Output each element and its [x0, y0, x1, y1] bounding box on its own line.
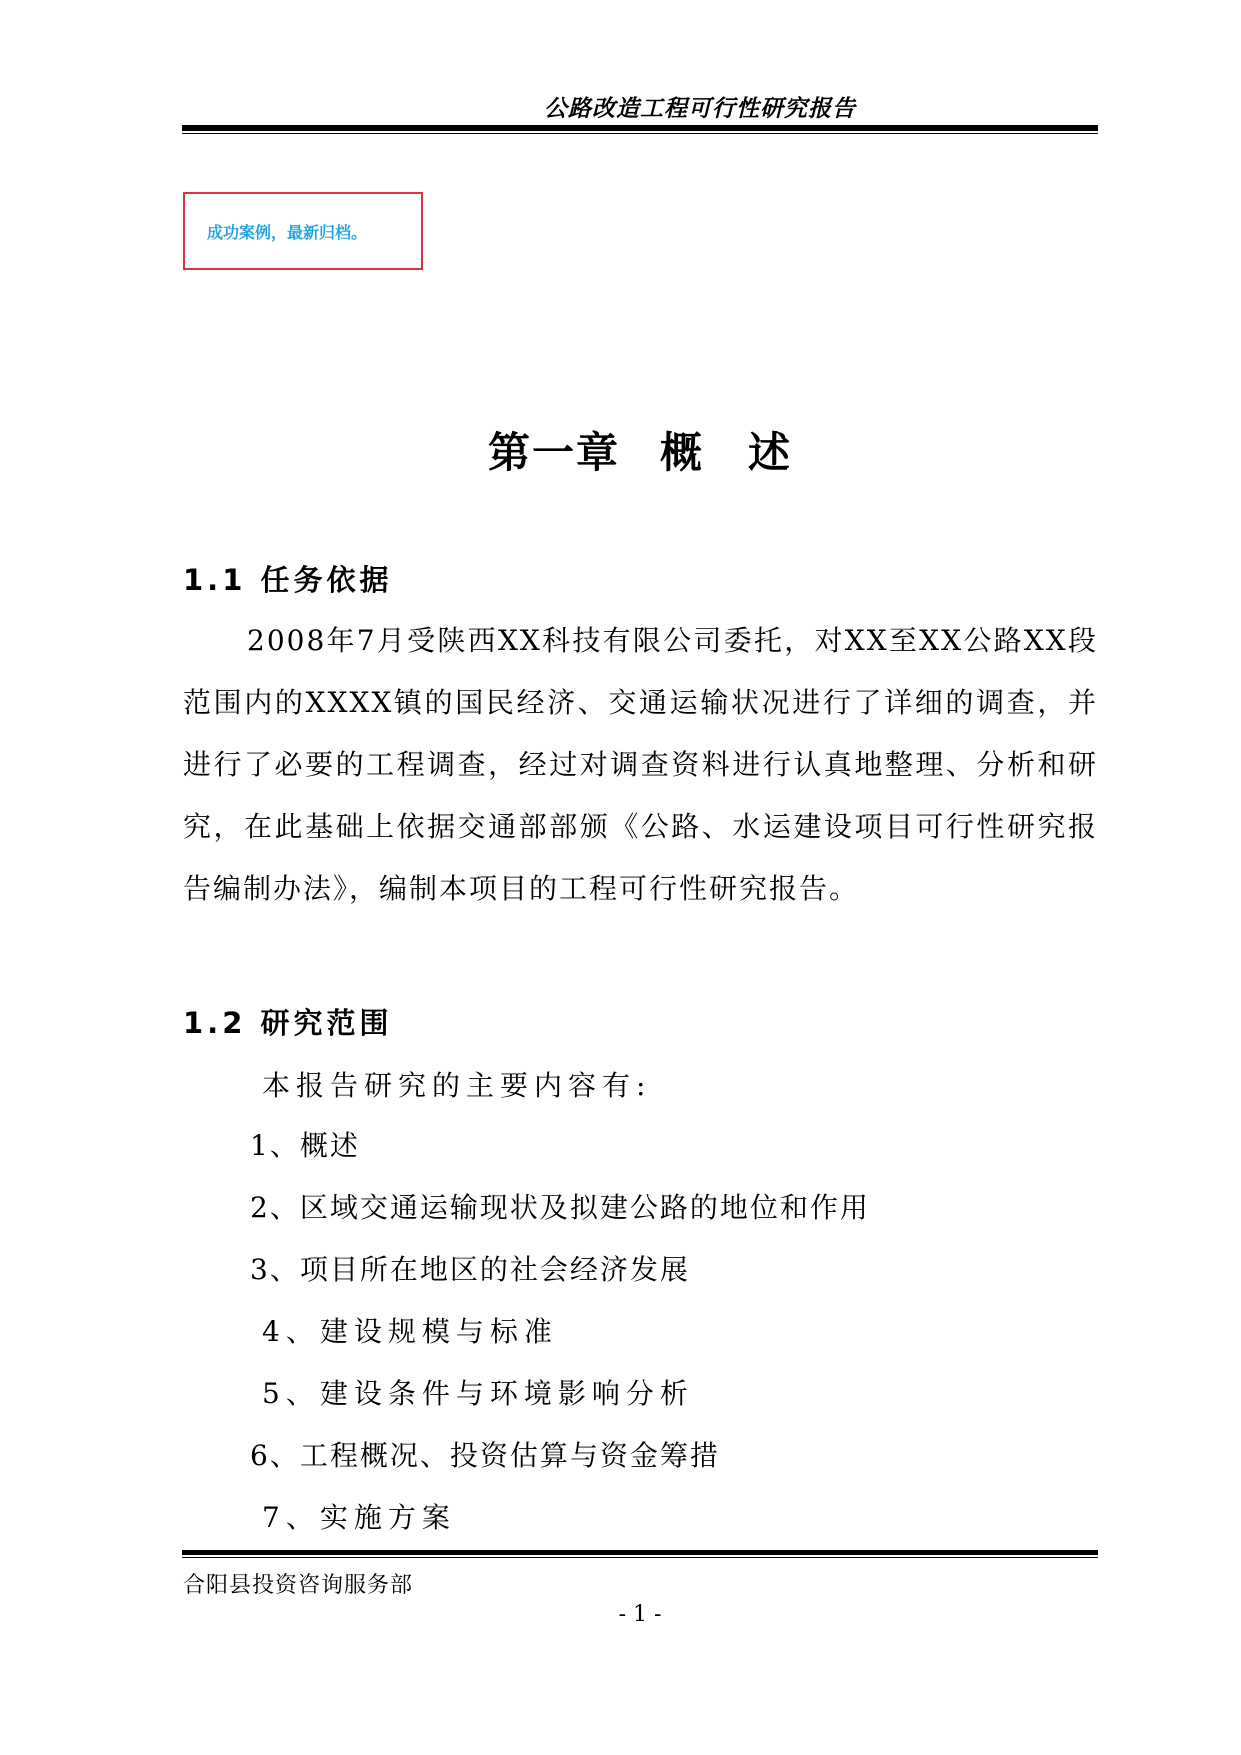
- footer-rule-thick: [182, 1550, 1098, 1555]
- list-item: 3、项目所在地区的社会经济发展: [250, 1253, 690, 1286]
- chapter-title: [300, 420, 980, 480]
- footer-rule-thin: [182, 1557, 1098, 1558]
- chapter-number: 第一章: [487, 428, 620, 477]
- list-item: 1、概述: [250, 1129, 360, 1162]
- list-item: 6、工程概况、投资估算与资金筹措: [250, 1439, 720, 1472]
- section-1-1-paragraph: 2008年7月受陕西XX科技有限公司委托，对XX至XX公路XX段范围内的XXXX镇的国民经济、交通运输状况进行了详细的调查，并进行了必要的工程调查，经过对调查资料进行认真地整理、分析和研究，在此基础上依据交通部部颁《公路、水运建设项目可行性研究报告编制办法》，编制本项目的工程可行性研究报告。: [183, 624, 1098, 905]
- section-heading-1-1: 1.1 任务依据: [183, 563, 393, 597]
- list-item: 7、实施方案: [262, 1501, 456, 1534]
- header-rule-thick: [182, 125, 1098, 131]
- list-item: 2、区域交通运输现状及拟建公路的地位和作用: [250, 1191, 870, 1224]
- section-1-2-intro: 本报告研究的主要内容有:: [262, 1069, 652, 1102]
- chapter-name: 概 述: [660, 428, 793, 477]
- archive-notice-box: [183, 192, 423, 270]
- page-header-title: 公路改造工程可行性研究报告: [544, 96, 856, 122]
- page-number: - 1 -: [618, 1602, 662, 1627]
- footer-organization: 合阳县投资咨询服务部: [183, 1573, 414, 1598]
- archive-notice-text: 成功案例，最新归档。: [207, 222, 368, 242]
- header-rule-thin: [182, 133, 1098, 134]
- section-heading-1-2: 1.2 研究范围: [183, 1006, 393, 1040]
- list-item: 4、建设规模与标准: [262, 1315, 558, 1348]
- list-item: 5、建设条件与环境影响分析: [262, 1377, 694, 1410]
